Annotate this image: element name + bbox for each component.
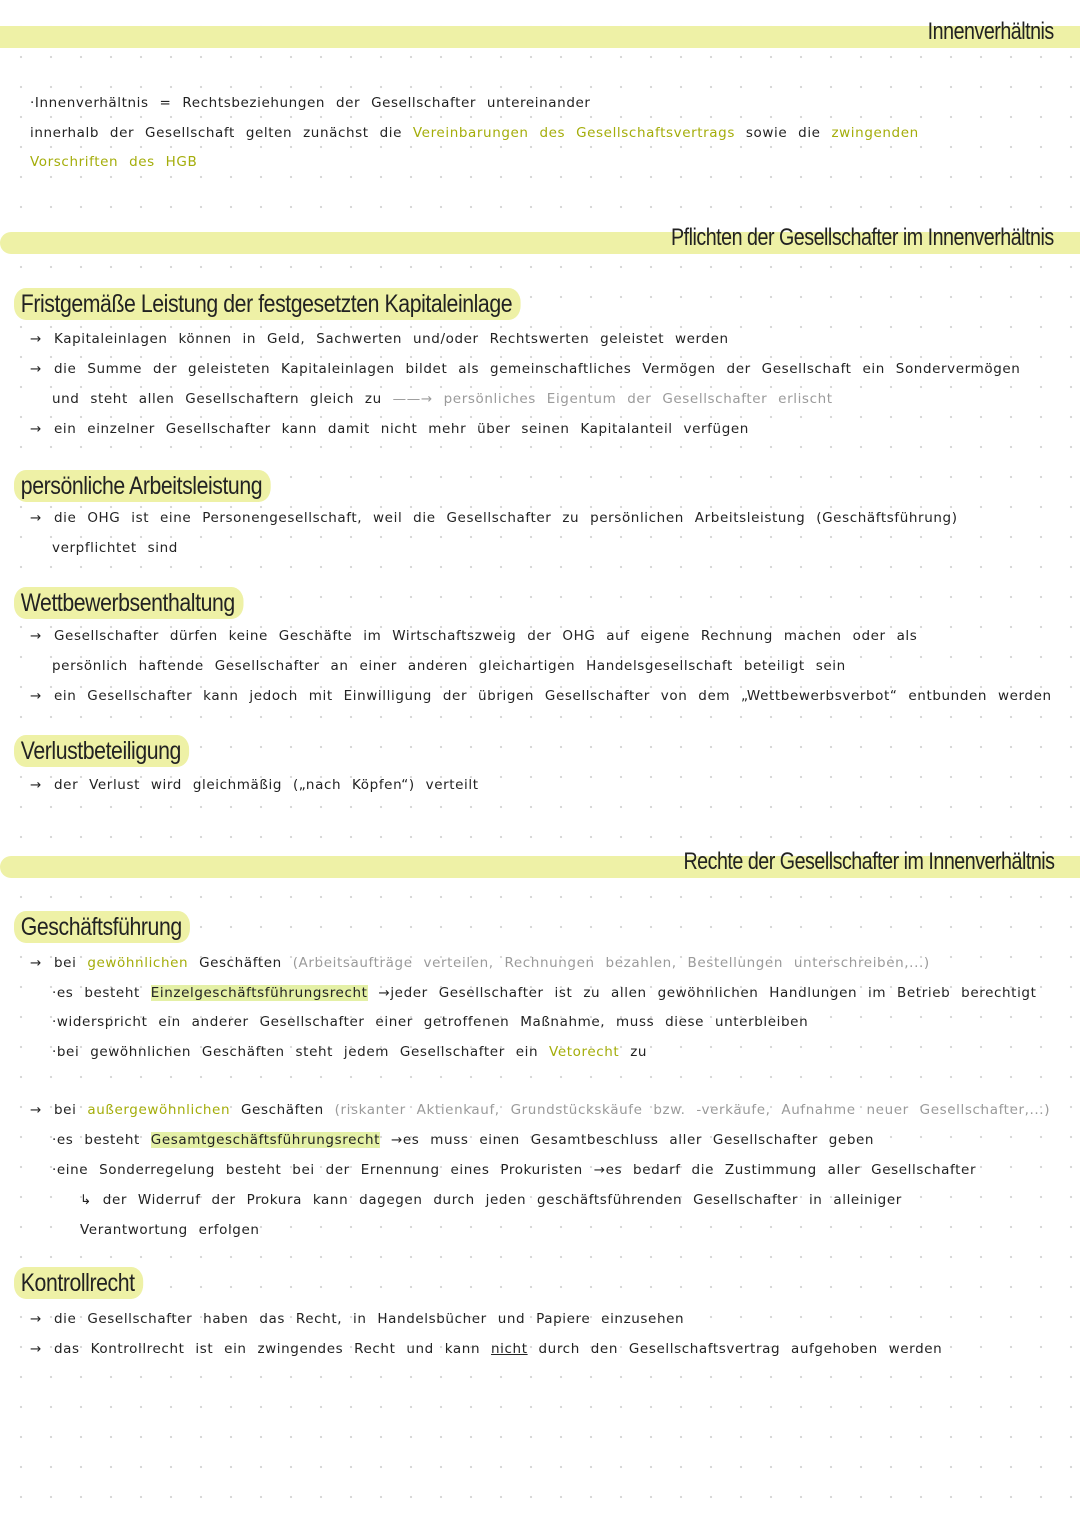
heading-text: Geschäftsführung (14, 911, 190, 943)
note-line (52, 1132, 874, 1148)
arrow-icon: → (30, 361, 42, 377)
section-heading (14, 290, 521, 319)
note-line (30, 361, 1020, 377)
text-segment: Geschäften (188, 955, 293, 971)
note-line (80, 1222, 260, 1238)
arrow-icon: → (30, 421, 42, 437)
note-line (30, 1341, 942, 1357)
text-segment: →jeder Gesellschafter ist zu allen gewöhnlichen Handlungen im Betrieb berechtigt (367, 985, 1037, 1001)
text-segment: ·bei gewöhnlichen Geschäften steht jedem Gesellschafter ein (52, 1044, 550, 1060)
note-line (52, 985, 1036, 1001)
text-segment: bei (54, 955, 88, 971)
text-segment: nicht (491, 1341, 528, 1357)
text-segment: ↳ der Widerruf der Prokura kann dagegen durch jeden geschäftsführenden Gesellschafter in alleiniger (80, 1192, 902, 1208)
text-segment: die OHG ist eine Personengesellschaft, weil die Gesellschafter zu persönlichen Arbeitsleistung (Geschäftsführung) (54, 510, 958, 526)
note-line (52, 540, 178, 556)
banner-title: Rechte der Gesellschafter im Innenverhältnis (682, 848, 1054, 875)
text-segment: sowie die (734, 125, 832, 141)
section-heading (14, 589, 243, 618)
note-line (30, 1311, 684, 1327)
note-line (30, 628, 917, 644)
text-segment: innerhalb der Gesellschaft gelten zunächst die (30, 125, 413, 141)
text-segment: Gesamtgeschäftsführungsrecht (150, 1132, 381, 1148)
text-segment: ——→ persönliches Eigentum der Gesellschafter erlischt (392, 391, 833, 407)
text-segment: (riskanter Aktienkauf, Grundstückskäufe bzw. -verkäufe, Aufnahme neuer Gesellschafter,...) (334, 1102, 1051, 1118)
arrow-icon: → (30, 1341, 42, 1357)
text-segment: Vorschriften des HGB (30, 154, 198, 170)
note-line (30, 1102, 1050, 1118)
text-segment: der Verlust wird gleichmäßig („nach Köpfen“) verteilt (54, 777, 479, 793)
heading-text: persönliche Arbeitsleistung (14, 470, 271, 502)
arrow-icon: → (30, 331, 42, 347)
section-banner (0, 26, 1080, 48)
note-line (52, 391, 833, 407)
text-segment: Vereinbarungen des Gesellschaftsvertrags (412, 125, 735, 141)
banner-title: Innenverhältnis (927, 18, 1054, 45)
text-segment: (Arbeitsaufträge verteilen, Rechnungen bezahlen, Bestellungen unterschreiben,...) (292, 955, 930, 971)
note-line (30, 421, 749, 437)
text-segment: persönlich haftende Gesellschafter an einer anderen gleichartigen Handelsgesellschaft beteiligt sein (52, 658, 846, 674)
text-segment: gewöhnlichen (87, 955, 189, 971)
text-segment: bei (54, 1102, 88, 1118)
text-segment: durch den Gesellschaftsvertrag aufgehoben werden (527, 1341, 943, 1357)
heading-text: Fristgemäße Leistung der festgesetzten Kapitaleinlage (14, 288, 521, 320)
note-line (52, 1044, 647, 1060)
text-segment: verpflichtet sind (52, 540, 178, 556)
arrow-icon: → (30, 510, 42, 526)
text-segment: Vetorecht (549, 1044, 620, 1060)
section-heading (14, 737, 189, 766)
text-segment: ein einzelner Gesellschafter kann damit nicht mehr über seinen Kapitalanteil verfügen (54, 421, 749, 437)
arrow-icon: → (30, 1311, 42, 1327)
banner-title: Pflichten der Gesellschafter im Innenverhältnis (671, 224, 1054, 251)
note-line (52, 1014, 808, 1030)
note-line (80, 1192, 902, 1208)
text-segment: die Gesellschafter haben das Recht, in Handelsbücher und Papiere einzusehen (54, 1311, 685, 1327)
text-segment: →es muss einen Gesamtbeschluss aller Gesellschafter geben (380, 1132, 875, 1148)
heading-text: Wettbewerbsenthaltung (14, 587, 243, 619)
arrow-icon: → (30, 777, 42, 793)
heading-text: Kontrollrecht (14, 1267, 143, 1299)
text-segment: ·es besteht (52, 985, 151, 1001)
note-line (30, 331, 729, 347)
note-line (30, 955, 930, 971)
section-heading (14, 472, 271, 501)
arrow-icon: → (30, 628, 42, 644)
note-line (30, 154, 197, 170)
text-segment: Gesellschafter dürfen keine Geschäfte im Wirtschaftszweig der OHG auf eigene Rechnung machen oder als (54, 628, 918, 644)
text-segment: zu (619, 1044, 648, 1060)
section-heading (14, 1269, 143, 1298)
text-segment: ·es besteht (52, 1132, 151, 1148)
note-line (30, 510, 958, 526)
text-segment: Kapitaleinlagen können in Geld, Sachwerten und/oder Rechtswerten geleistet werden (54, 331, 729, 347)
text-segment: ·Innenverhältnis = Rechtsbeziehungen der Gesellschafter untereinander (30, 95, 591, 111)
text-segment: zwingenden (831, 125, 919, 141)
text-segment: ·widerspricht ein anderer Gesellschafter einer getroffenen Maßnahme, muss diese unterbleiben (52, 1014, 809, 1030)
note-line (52, 658, 846, 674)
text-segment: das Kontrollrecht ist ein zwingendes Recht und kann (54, 1341, 492, 1357)
note-line (52, 1162, 976, 1178)
note-line (30, 125, 919, 141)
heading-text: Verlustbeteiligung (14, 735, 189, 767)
arrow-icon: → (30, 1102, 42, 1118)
text-segment: Geschäften (230, 1102, 335, 1118)
text-segment: und steht allen Gesellschaftern gleich zu (52, 391, 393, 407)
note-line (30, 777, 479, 793)
arrow-icon: → (30, 955, 42, 971)
text-segment: Verantwortung erfolgen (80, 1222, 260, 1238)
arrow-icon: → (30, 688, 42, 704)
note-line (30, 95, 591, 111)
text-segment: die Summe der geleisteten Kapitaleinlagen bildet als gemeinschaftliches Vermögen der Gesellschaft ein Sondervermögen (54, 361, 1021, 377)
text-segment: ein Gesellschafter kann jedoch mit Einwilligung der übrigen Gesellschafter von dem „Wettbewerbsverbot“ entbunden werden (54, 688, 1052, 704)
text-segment: außergewöhnlichen (87, 1102, 231, 1118)
section-heading (14, 913, 190, 942)
text-segment: Einzelgeschäftsführungsrecht (150, 985, 368, 1001)
text-segment: ·eine Sonderregelung besteht bei der Ernennung eines Prokuristen →es bedarf die Zustimmung aller Gesellschafter (52, 1162, 977, 1178)
note-line (30, 688, 1052, 704)
